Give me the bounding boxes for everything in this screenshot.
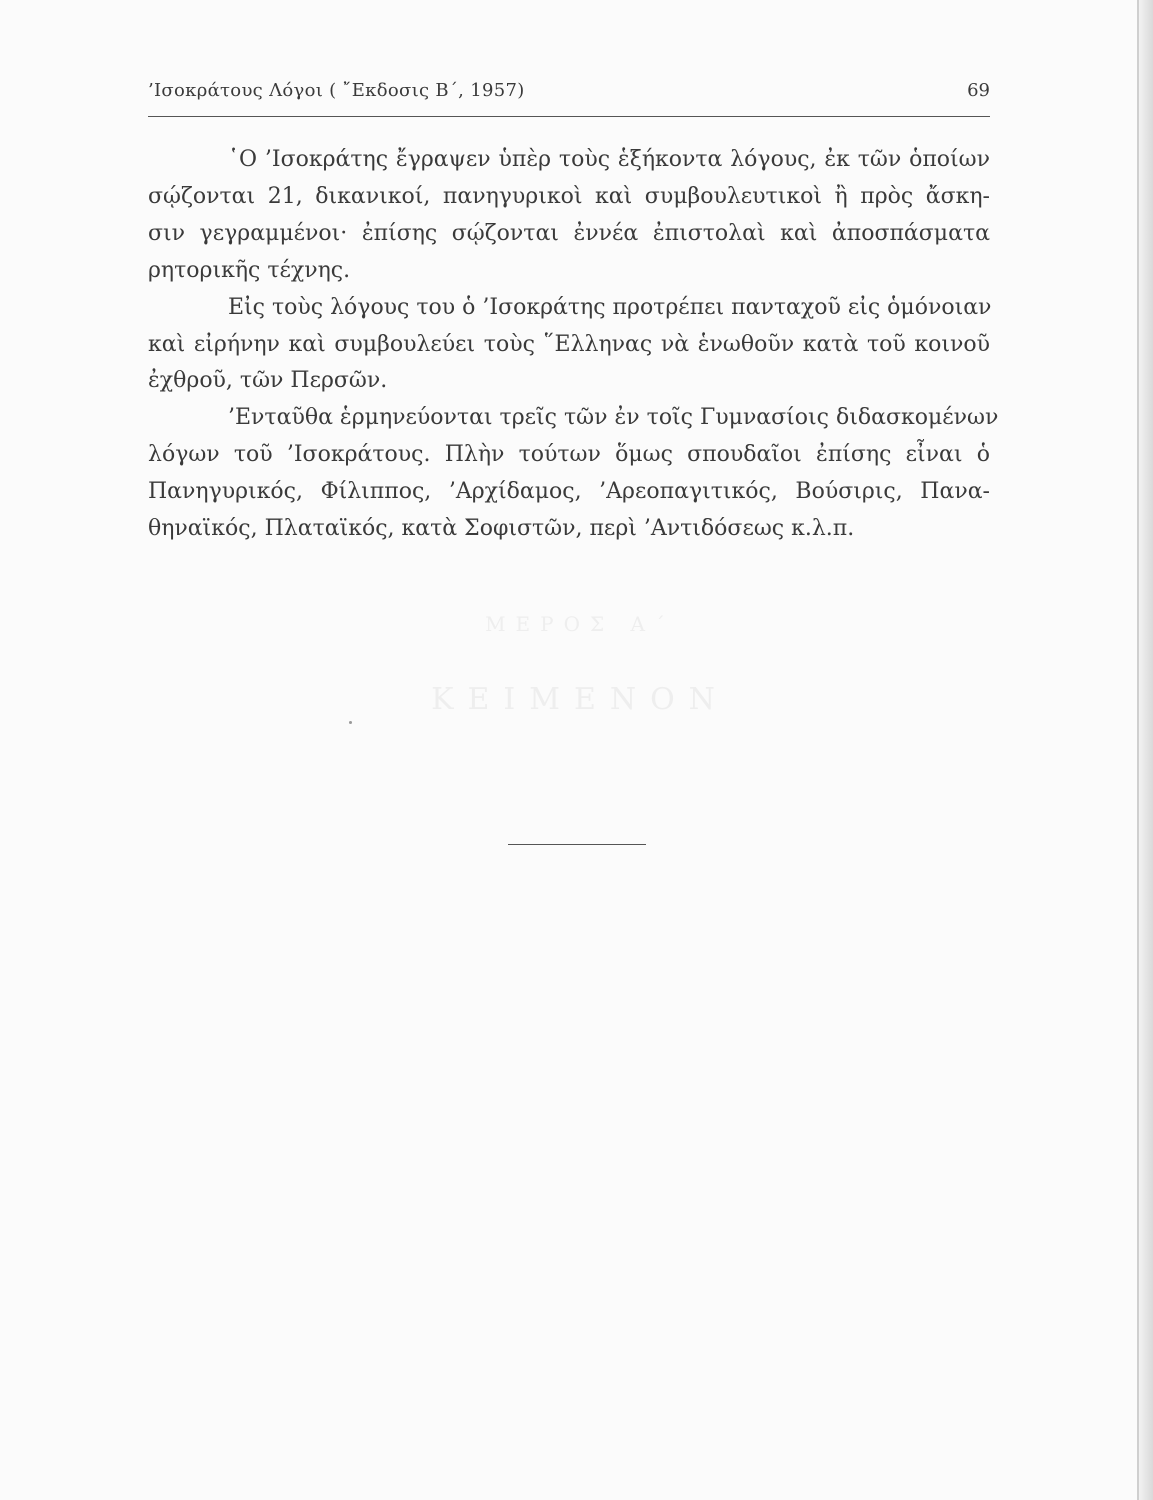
paragraph-3-line-4: θηναϊκός, Πλαταϊκός, κατὰ Σοφιστῶν, περὶ ’Αντιδόσεως κ.λ.π. <box>148 516 855 542</box>
page-number: 69 <box>967 80 990 101</box>
paragraph-1-line-4: ρητορικῆς τέχνης. <box>148 257 351 283</box>
paragraph-2-line-2: καὶ εἰρήνην καὶ συμβουλεύει τοὺς ῞Ελληνας νὰ ἑνωθοῦν κατὰ τοῦ κοινοῦ <box>148 331 990 357</box>
running-head <box>148 80 990 117</box>
paragraph-2-line-1: Εἰς τοὺς λόγους του ὁ ’Ισοκράτης προτρέπει πανταχοῦ εἰς ὁμόνοιαν <box>228 294 992 320</box>
show-through-text-2: ΚΕΙΜΕΝΟΝ <box>431 682 729 717</box>
paragraph-1-line-2: σῴζονται 21, δικανικοί, πανηγυρικοὶ καὶ συμβουλευτικοὶ ἢ πρὸς ἄσκη- <box>148 183 990 209</box>
paragraph-3-line-3: Πανηγυρικός, Φίλιππος, ’Αρχίδαμος, ’Αρεοπαγιτικός, Βούσιρις, Πανα- <box>148 479 990 505</box>
paragraph-2-line-3: ἐχθροῦ, τῶν Περσῶν. <box>148 368 388 394</box>
page-edge <box>1139 0 1153 1500</box>
paragraph-1-line-1: ῾Ο ’Ισοκράτης ἔγραψεν ὑπὲρ τοὺς ἑξήκοντα λόγους, ἐκ τῶν ὁποίων <box>228 147 990 172</box>
body-text <box>148 142 999 548</box>
paragraph-3-line-1: ’Ενταῦθα ἑρμηνεύονται τρεῖς τῶν ἐν τοῖς Γυμνασίοις διδασκομένων <box>228 405 999 431</box>
show-through-text-1: ΜΕΡΟΣ Α΄ <box>485 612 675 636</box>
end-rule <box>508 844 646 845</box>
ink-speck <box>349 721 352 724</box>
paragraph-1-line-3: σιν γεγραμμένοι· ἐπίσης σῴζονται ἐννέα ἐπιστολαὶ καὶ ἀποσπάσματα <box>148 220 990 246</box>
running-title: ’Ισοκράτους Λόγοι ( ῎Εκδοσις Β΄, 1957) <box>148 80 525 101</box>
paragraph-3-line-2: λόγων τοῦ ’Ισοκράτους. Πλὴν τούτων ὅμως σπουδαῖοι ἐπίσης εἶναι ὁ <box>148 442 990 468</box>
